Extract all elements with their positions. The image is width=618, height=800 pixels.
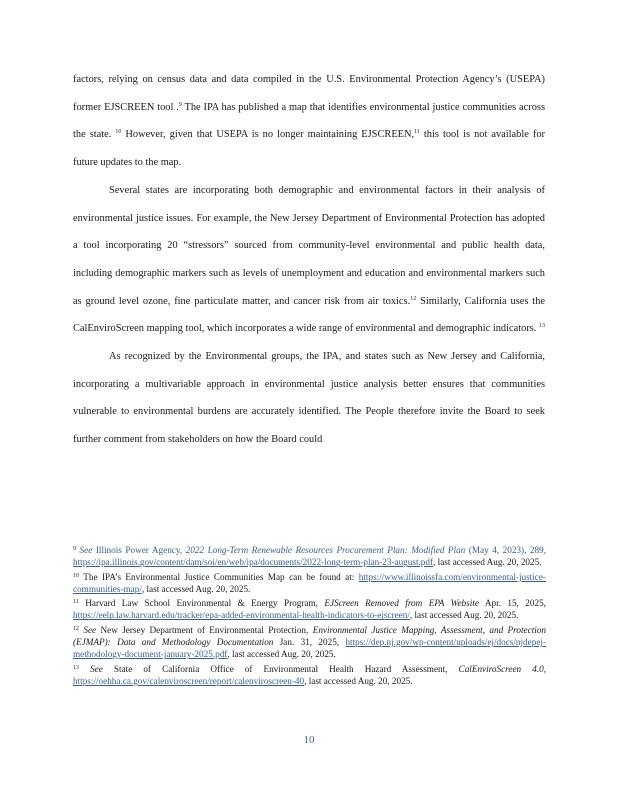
footnote-number: 11	[73, 599, 79, 606]
citation-title: Environmental Justice Mapping, Assessment, and Protection (EJMAP): Data and Methodology Documentation	[73, 624, 546, 648]
footnote-ref-11[interactable]: 11	[414, 129, 420, 136]
text-run: Harvard Law School Environmental & Energy Program,	[78, 598, 325, 609]
text-run: As recognized by the Environmental groups, the IPA, and states such as New Jersey and California, incorporating a multivariable approach in environmental justice analysis better ensures that communities vulnerable to environmental burdens are accurately identified. The People therefore invite the Board to seek further comment from stakeholders on how the Board could	[73, 351, 545, 446]
paragraph-1	[73, 66, 545, 177]
text-run: (May 4, 2023), 289,	[465, 545, 546, 555]
footnote-number: 9	[73, 546, 76, 552]
text-run: factors, relying on census data and data compiled in the U.S. Environmental Protection Agency’s (USEPA) former EJSCREEN tool .	[73, 74, 545, 113]
citation-link[interactable]: https://www.illinoissfa.com/environmental-justice-communities-map/	[73, 571, 546, 594]
citation-title: 2022 Long-Term Renewable Resources Procurement Plan: Modified Plan	[185, 545, 466, 555]
footnotes	[73, 544, 546, 689]
footnote-number: 12	[73, 625, 79, 632]
citation-title: EJScreen Removed from EPA Website	[324, 598, 479, 609]
text-run: , last accessed Aug. 20, 2025.	[433, 557, 542, 568]
footnote-11	[73, 597, 546, 622]
text-run: , last accessed Aug. 20, 2025.	[141, 583, 251, 594]
text-run: The IPA’s Environmental Justice Communities Map can be found at:	[79, 571, 359, 582]
footnote-13	[73, 663, 546, 688]
footnote-number: 10	[73, 572, 79, 579]
footnote-ref-12[interactable]: 12	[410, 295, 417, 302]
footnote-ref-10[interactable]: 10	[115, 129, 122, 136]
footnote-12	[73, 624, 546, 661]
text-run: New Jersey Department of Environmental Protection,	[96, 624, 313, 635]
see-signal: See	[90, 663, 103, 674]
text-run: Similarly, California uses the CalEnviroScreen mapping tool, which incorporates a wide range of environmental and demographic indicators.	[73, 295, 545, 335]
see-signal: See	[83, 624, 97, 635]
text-run: , last accessed Aug. 20, 2025.	[227, 649, 336, 660]
text-run: Several states are incorporating both demographic and environmental factors in their analysis of environmental justice issues. For example, the New Jersey Department of Environmental Protection has adopted a tool incorporating 20 “stressors” sourced from community-level environmental and public health data, including demographic markers such as levels of unemployment and education and environmental markers such as ground level ozone, fine particulate matter, and cancer risk from air toxics.	[73, 184, 545, 307]
text-run: , last accessed Aug. 20, 2025.	[304, 675, 413, 686]
text-run: Apr. 15, 2025,	[478, 598, 546, 609]
text-run: The IPA has published a map that identifies environmental justice communities across the state.	[73, 101, 545, 141]
text-run: State of California Office of Environmental Health Hazard Assessment,	[102, 663, 459, 674]
see-signal: See	[79, 545, 93, 555]
paragraph-3	[73, 343, 545, 454]
footnote-10	[73, 571, 546, 596]
citation-link[interactable]: https://ipa.illinois.gov/content/dam/soi/en/web/ipa/documents/2022-long-term-plan-23-august.pdf	[73, 557, 434, 568]
footnote-ref-9[interactable]: 9	[178, 101, 182, 108]
text-run: Illinois Power Agency,	[92, 545, 186, 555]
citation-link[interactable]: https://eelp.law.harvard.edu/tracker/epa-added-environmental-health-indicators-to-ejscreen/	[73, 610, 410, 621]
citation-link[interactable]: https://dep.nj.gov/wp-content/uploads/ej/docs/njdepej-methodology-document-january-2025.pdf	[73, 637, 547, 660]
footnote-number: 13	[73, 664, 79, 671]
text-run: However, given that USEPA is no longer maintaining EJSCREEN,	[121, 129, 415, 141]
text-run: Jan. 31, 2025,	[273, 637, 346, 648]
citation-link[interactable]: https://oehha.ca.gov/calenviroscreen/report/calenviroscreen-40	[73, 675, 305, 686]
text-run: ,	[543, 663, 547, 674]
footnote-ref-13[interactable]: 13	[539, 323, 545, 330]
text-run: , last accessed Aug. 20, 2025.	[409, 610, 519, 621]
body-text	[73, 66, 545, 454]
page-number: 10	[303, 734, 315, 746]
paragraph-2	[73, 177, 545, 343]
text-run: this tool is not available for future updates to the map.	[73, 129, 545, 169]
citation-title: CalEnviroScreen 4.0	[458, 663, 544, 674]
footnote-9	[73, 544, 546, 569]
